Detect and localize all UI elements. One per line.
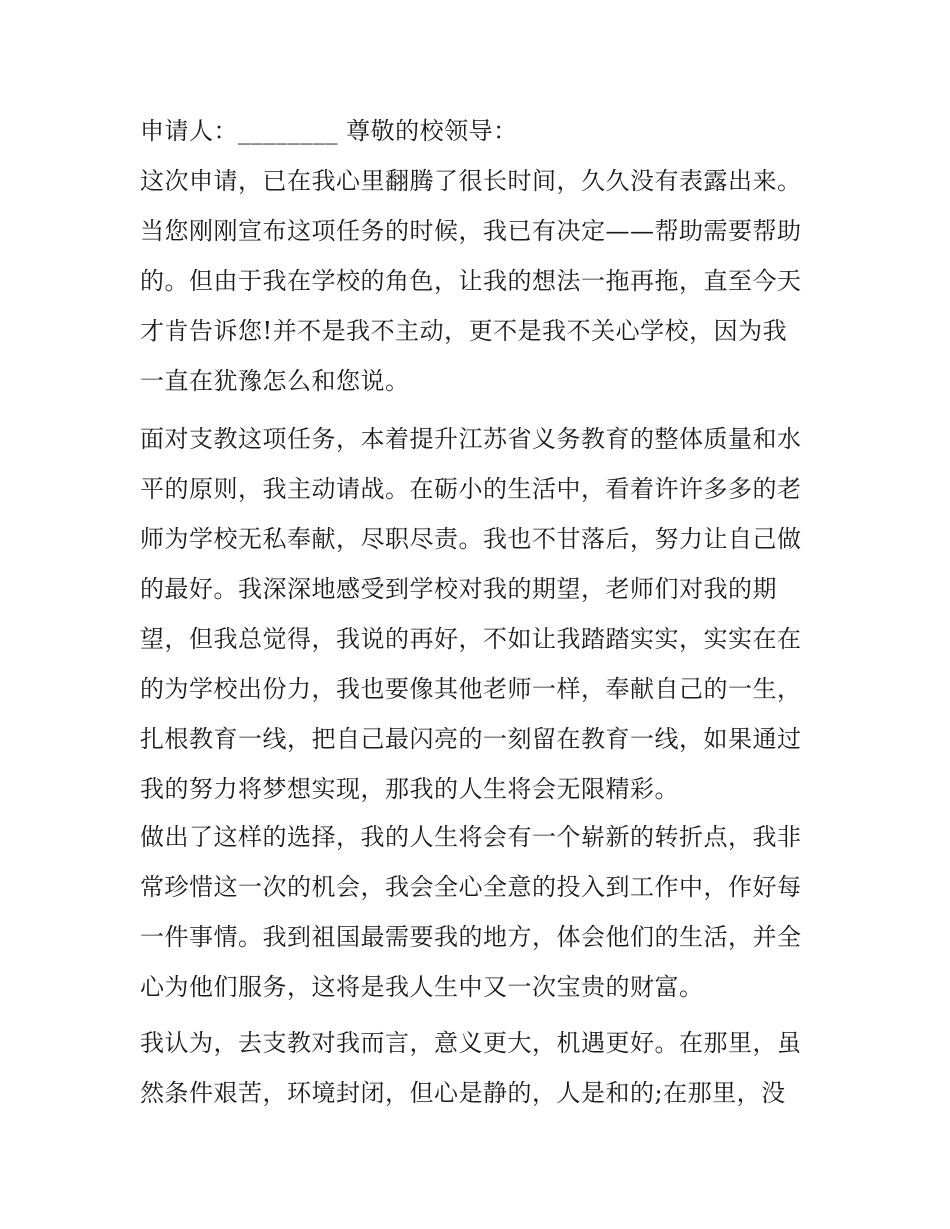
text-line: 我的努力将梦想实现，那我的人生将会无限精彩。	[140, 775, 679, 803]
text-line: 师为学校无私奉献，尽职尽责。我也不甘落后，努力让自己做	[140, 525, 802, 553]
text-line: 扎根教育一线，把自己最闪亮的一刻留在教育一线，如果通过	[140, 725, 802, 753]
text-line: 的为学校出份力，我也要像其他老师一样，奉献自己的一生，	[140, 675, 802, 703]
text-line: 的最好。我深深地感受到学校对我的期望，老师们对我的期	[140, 575, 777, 603]
text-line: 望，但我总觉得，我说的再好，不如让我踏踏实实，实实在在	[140, 625, 802, 653]
text-line: 当您刚刚宣布这项任务的时候，我已有决定——帮助需要帮助	[140, 217, 802, 245]
text-line: 这次申请，已在我心里翻腾了很长时间，久久没有表露出来。	[140, 167, 802, 195]
text-line: 一直在犹豫怎么和您说。	[140, 367, 410, 395]
text-line: 平的原则，我主动请战。在砺小的生活中，看着许许多多的老	[140, 475, 802, 503]
text-line: 做出了这样的选择，我的人生将会有一个崭新的转折点，我非	[140, 823, 802, 851]
text-line: 才肯告诉您!并不是我不主动，更不是我不关心学校，因为我	[140, 317, 788, 345]
text-line: 常珍惜这一次的机会，我会全心全意的投入到工作中，作好每	[140, 873, 802, 901]
text-line: 一件事情。我到祖国最需要我的地方，体会他们的生活，并全	[140, 923, 802, 951]
text-line: 然条件艰苦，环境封闭，但心是静的，人是和的;在那里，没	[140, 1079, 786, 1107]
text-line: 的。但由于我在学校的角色，让我的想法一拖再拖，直至今天	[140, 267, 802, 295]
text-line: 面对支教这项任务，本着提升江苏省义务教育的整体质量和水	[140, 425, 802, 453]
text-line: 心为他们服务，这将是我人生中又一次宝贵的财富。	[140, 973, 704, 1001]
text-line: 我认为，去支教对我而言，意义更大，机遇更好。在那里，虽	[140, 1029, 802, 1057]
salutation-line: 申请人：________ 尊敬的校领导：	[140, 117, 518, 145]
